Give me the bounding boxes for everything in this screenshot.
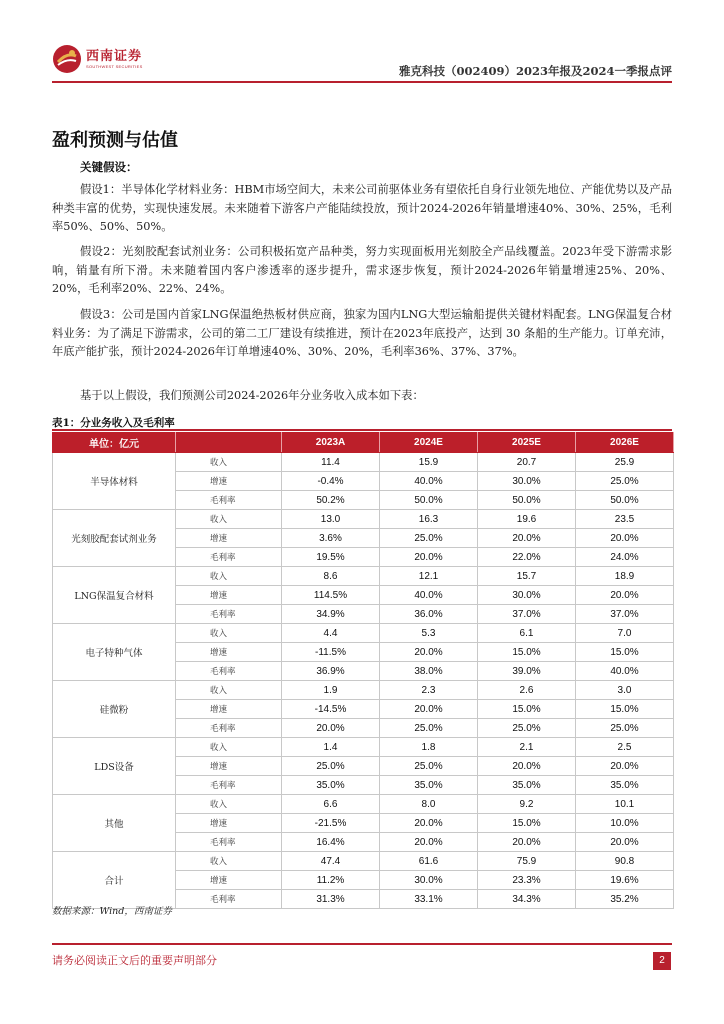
segment-revenue-table bbox=[52, 432, 674, 909]
value-cell: 11.2% bbox=[282, 871, 380, 890]
metric-label-cell: 收入 bbox=[176, 453, 282, 472]
brand-logo bbox=[52, 44, 143, 74]
metric-label-cell: 增速 bbox=[176, 871, 282, 890]
value-cell: 34.3% bbox=[478, 890, 576, 909]
value-cell: 25.0% bbox=[576, 719, 674, 738]
value-cell: -21.5% bbox=[282, 814, 380, 833]
value-cell: 33.1% bbox=[380, 890, 478, 909]
value-cell: 38.0% bbox=[380, 662, 478, 681]
data-source-note: 数据来源：Wind，西南证券 bbox=[52, 906, 172, 917]
header-2025e: 2025E bbox=[478, 433, 576, 453]
report-title: 雅克科技（002409）2023年报及2024一季报点评 bbox=[398, 64, 672, 78]
value-cell: 25.0% bbox=[478, 719, 576, 738]
value-cell: 15.0% bbox=[576, 700, 674, 719]
value-cell: 19.6 bbox=[478, 510, 576, 529]
segment-name-cell: 合计 bbox=[53, 852, 176, 909]
table-top-rule bbox=[52, 429, 672, 431]
metric-label-cell: 增速 bbox=[176, 757, 282, 776]
metric-label-cell: 收入 bbox=[176, 567, 282, 586]
value-cell: 2.5 bbox=[576, 738, 674, 757]
metric-label-cell: 增速 bbox=[176, 472, 282, 491]
value-cell: 1.8 bbox=[380, 738, 478, 757]
value-cell: 8.0 bbox=[380, 795, 478, 814]
section-title: 盈利预测与估值 bbox=[52, 130, 178, 151]
value-cell: 18.9 bbox=[576, 567, 674, 586]
value-cell: 6.6 bbox=[282, 795, 380, 814]
value-cell: 7.0 bbox=[576, 624, 674, 643]
table-header-row bbox=[53, 433, 674, 453]
header-2024e: 2024E bbox=[380, 433, 478, 453]
value-cell: 40.0% bbox=[380, 586, 478, 605]
segment-name-cell: LDS设备 bbox=[53, 738, 176, 795]
value-cell: 20.0% bbox=[478, 833, 576, 852]
metric-label-cell: 毛利率 bbox=[176, 719, 282, 738]
metric-label-cell: 收入 bbox=[176, 852, 282, 871]
value-cell: 20.0% bbox=[380, 548, 478, 567]
value-cell: 30.0% bbox=[380, 871, 478, 890]
metric-label-cell: 增速 bbox=[176, 529, 282, 548]
table-caption: 表1：分业务收入及毛利率 bbox=[52, 417, 175, 429]
value-cell: 13.0 bbox=[282, 510, 380, 529]
header-metric bbox=[176, 433, 282, 453]
value-cell: 11.4 bbox=[282, 453, 380, 472]
metric-label-cell: 收入 bbox=[176, 624, 282, 643]
logo-english-name: SOUTHWEST SECURITIES bbox=[86, 63, 143, 69]
value-cell: 25.0% bbox=[380, 757, 478, 776]
assumption-paragraph-1: 假设1：半导体化学材料业务：HBM市场空间大，未来公司前驱体业务有望依托自身行业领先地位、产能优势以及产品种类丰富的优势，实现快速发展。未来随着下游客户产能陆续投放，预计2024-2026年销量增速40%、30%、25%，毛利率50%、50%、50%。 bbox=[52, 183, 672, 233]
value-cell: 19.5% bbox=[282, 548, 380, 567]
value-cell: 20.7 bbox=[478, 453, 576, 472]
value-cell: 25.0% bbox=[282, 757, 380, 776]
value-cell: 35.0% bbox=[380, 776, 478, 795]
segment-name-cell: 电子特种气体 bbox=[53, 624, 176, 681]
value-cell: 34.9% bbox=[282, 605, 380, 624]
metric-label-cell: 增速 bbox=[176, 700, 282, 719]
value-cell: 20.0% bbox=[478, 757, 576, 776]
value-cell: 10.1 bbox=[576, 795, 674, 814]
value-cell: 35.0% bbox=[576, 776, 674, 795]
metric-label-cell: 增速 bbox=[176, 586, 282, 605]
value-cell: 20.0% bbox=[380, 643, 478, 662]
value-cell: 16.4% bbox=[282, 833, 380, 852]
logo-mark-icon bbox=[52, 44, 82, 74]
value-cell: 2.3 bbox=[380, 681, 478, 700]
table-row bbox=[53, 510, 674, 529]
page-number: 2 bbox=[653, 952, 671, 970]
value-cell: 15.0% bbox=[478, 700, 576, 719]
value-cell: 50.0% bbox=[380, 491, 478, 510]
metric-label-cell: 毛利率 bbox=[176, 833, 282, 852]
disclaimer-note: 请务必阅读正文后的重要声明部分 bbox=[52, 954, 217, 967]
value-cell: 20.0% bbox=[380, 833, 478, 852]
table-row bbox=[53, 453, 674, 472]
value-cell: 23.5 bbox=[576, 510, 674, 529]
value-cell: 9.2 bbox=[478, 795, 576, 814]
value-cell: 75.9 bbox=[478, 852, 576, 871]
value-cell: 3.0 bbox=[576, 681, 674, 700]
header-2026e: 2026E bbox=[576, 433, 674, 453]
header-unit: 单位：亿元 bbox=[53, 433, 176, 453]
summary-paragraph: 基于以上假设，我们预测公司2024-2026年分业务收入成本如下表： bbox=[80, 389, 424, 402]
assumption-paragraph-3: 假设3：公司是国内首家LNG保温绝热板材供应商，独家为国内LNG大型运输船提供关键材料配套。LNG保温复合材料业务：为了满足下游需求，公司的第二工厂建设有续推进，预计在2023年底投产，达到 30 条船的生产能力。订单充沛，年底产能扩张，预计2024-2026年订单增速40%、30%、20%，毛利率36%、37%、37%。 bbox=[52, 308, 672, 358]
table-row bbox=[53, 567, 674, 586]
value-cell: 24.0% bbox=[576, 548, 674, 567]
logo-chinese-name: 西南证券 bbox=[86, 48, 143, 64]
value-cell: 90.8 bbox=[576, 852, 674, 871]
value-cell: 22.0% bbox=[478, 548, 576, 567]
value-cell: 15.0% bbox=[576, 643, 674, 662]
header-divider bbox=[52, 81, 672, 83]
value-cell: 37.0% bbox=[478, 605, 576, 624]
segment-name-cell: 其他 bbox=[53, 795, 176, 852]
table-row bbox=[53, 795, 674, 814]
metric-label-cell: 毛利率 bbox=[176, 605, 282, 624]
value-cell: 3.6% bbox=[282, 529, 380, 548]
metric-label-cell: 收入 bbox=[176, 510, 282, 529]
value-cell: 50.0% bbox=[576, 491, 674, 510]
metric-label-cell: 收入 bbox=[176, 681, 282, 700]
metric-label-cell: 毛利率 bbox=[176, 491, 282, 510]
value-cell: 25.0% bbox=[576, 472, 674, 491]
metric-label-cell: 收入 bbox=[176, 795, 282, 814]
value-cell: 25.0% bbox=[380, 719, 478, 738]
value-cell: 50.0% bbox=[478, 491, 576, 510]
value-cell: 1.4 bbox=[282, 738, 380, 757]
segment-name-cell: 光刻胶配套试剂业务 bbox=[53, 510, 176, 567]
value-cell: 15.9 bbox=[380, 453, 478, 472]
page-header bbox=[0, 0, 724, 85]
value-cell: 37.0% bbox=[576, 605, 674, 624]
table-row bbox=[53, 624, 674, 643]
value-cell: 16.3 bbox=[380, 510, 478, 529]
value-cell: 50.2% bbox=[282, 491, 380, 510]
value-cell: 15.0% bbox=[478, 814, 576, 833]
value-cell: 20.0% bbox=[576, 529, 674, 548]
metric-label-cell: 毛利率 bbox=[176, 890, 282, 909]
value-cell: 20.0% bbox=[576, 833, 674, 852]
value-cell: 20.0% bbox=[576, 586, 674, 605]
value-cell: 35.0% bbox=[478, 776, 576, 795]
value-cell: 47.4 bbox=[282, 852, 380, 871]
metric-label-cell: 增速 bbox=[176, 814, 282, 833]
value-cell: 2.6 bbox=[478, 681, 576, 700]
value-cell: 10.0% bbox=[576, 814, 674, 833]
segment-name-cell: LNG保温复合材料 bbox=[53, 567, 176, 624]
value-cell: 61.6 bbox=[380, 852, 478, 871]
value-cell: 36.9% bbox=[282, 662, 380, 681]
assumptions-heading: 关键假设： bbox=[80, 160, 138, 174]
value-cell: 30.0% bbox=[478, 472, 576, 491]
value-cell: 6.1 bbox=[478, 624, 576, 643]
value-cell: 20.0% bbox=[576, 757, 674, 776]
value-cell: 36.0% bbox=[380, 605, 478, 624]
value-cell: 15.7 bbox=[478, 567, 576, 586]
segment-name-cell: 硅微粉 bbox=[53, 681, 176, 738]
value-cell: 114.5% bbox=[282, 586, 380, 605]
value-cell: 5.3 bbox=[380, 624, 478, 643]
header-2023a: 2023A bbox=[282, 433, 380, 453]
value-cell: 39.0% bbox=[478, 662, 576, 681]
value-cell: 20.0% bbox=[380, 700, 478, 719]
table-row bbox=[53, 681, 674, 700]
value-cell: 1.9 bbox=[282, 681, 380, 700]
metric-label-cell: 毛利率 bbox=[176, 776, 282, 795]
table-body bbox=[53, 453, 674, 909]
value-cell: 19.6% bbox=[576, 871, 674, 890]
assumption-paragraph-2: 假设2：光刻胶配套试剂业务：公司积极拓宽产品种类，努力实现面板用光刻胶全产品线覆盖。2023年受下游需求影响，销量有所下滑。未来随着国内客户渗透率的逐步提升，需求逐步恢复，预计2024-2026年销量增速25%、20%、20%，毛利率20%、22%、24%。 bbox=[52, 245, 672, 295]
value-cell: 40.0% bbox=[380, 472, 478, 491]
value-cell: 4.4 bbox=[282, 624, 380, 643]
value-cell: 20.0% bbox=[282, 719, 380, 738]
value-cell: 2.1 bbox=[478, 738, 576, 757]
value-cell: 12.1 bbox=[380, 567, 478, 586]
value-cell: -11.5% bbox=[282, 643, 380, 662]
value-cell: 31.3% bbox=[282, 890, 380, 909]
value-cell: 20.0% bbox=[478, 529, 576, 548]
value-cell: 25.0% bbox=[380, 529, 478, 548]
value-cell: 40.0% bbox=[576, 662, 674, 681]
metric-label-cell: 毛利率 bbox=[176, 662, 282, 681]
value-cell: -14.5% bbox=[282, 700, 380, 719]
value-cell: -0.4% bbox=[282, 472, 380, 491]
footer-divider bbox=[52, 943, 672, 945]
value-cell: 35.2% bbox=[576, 890, 674, 909]
metric-label-cell: 毛利率 bbox=[176, 548, 282, 567]
table-row bbox=[53, 852, 674, 871]
metric-label-cell: 增速 bbox=[176, 643, 282, 662]
segment-name-cell: 半导体材料 bbox=[53, 453, 176, 510]
value-cell: 30.0% bbox=[478, 586, 576, 605]
table-row bbox=[53, 738, 674, 757]
value-cell: 20.0% bbox=[380, 814, 478, 833]
value-cell: 25.9 bbox=[576, 453, 674, 472]
value-cell: 35.0% bbox=[282, 776, 380, 795]
value-cell: 23.3% bbox=[478, 871, 576, 890]
metric-label-cell: 收入 bbox=[176, 738, 282, 757]
value-cell: 15.0% bbox=[478, 643, 576, 662]
value-cell: 8.6 bbox=[282, 567, 380, 586]
